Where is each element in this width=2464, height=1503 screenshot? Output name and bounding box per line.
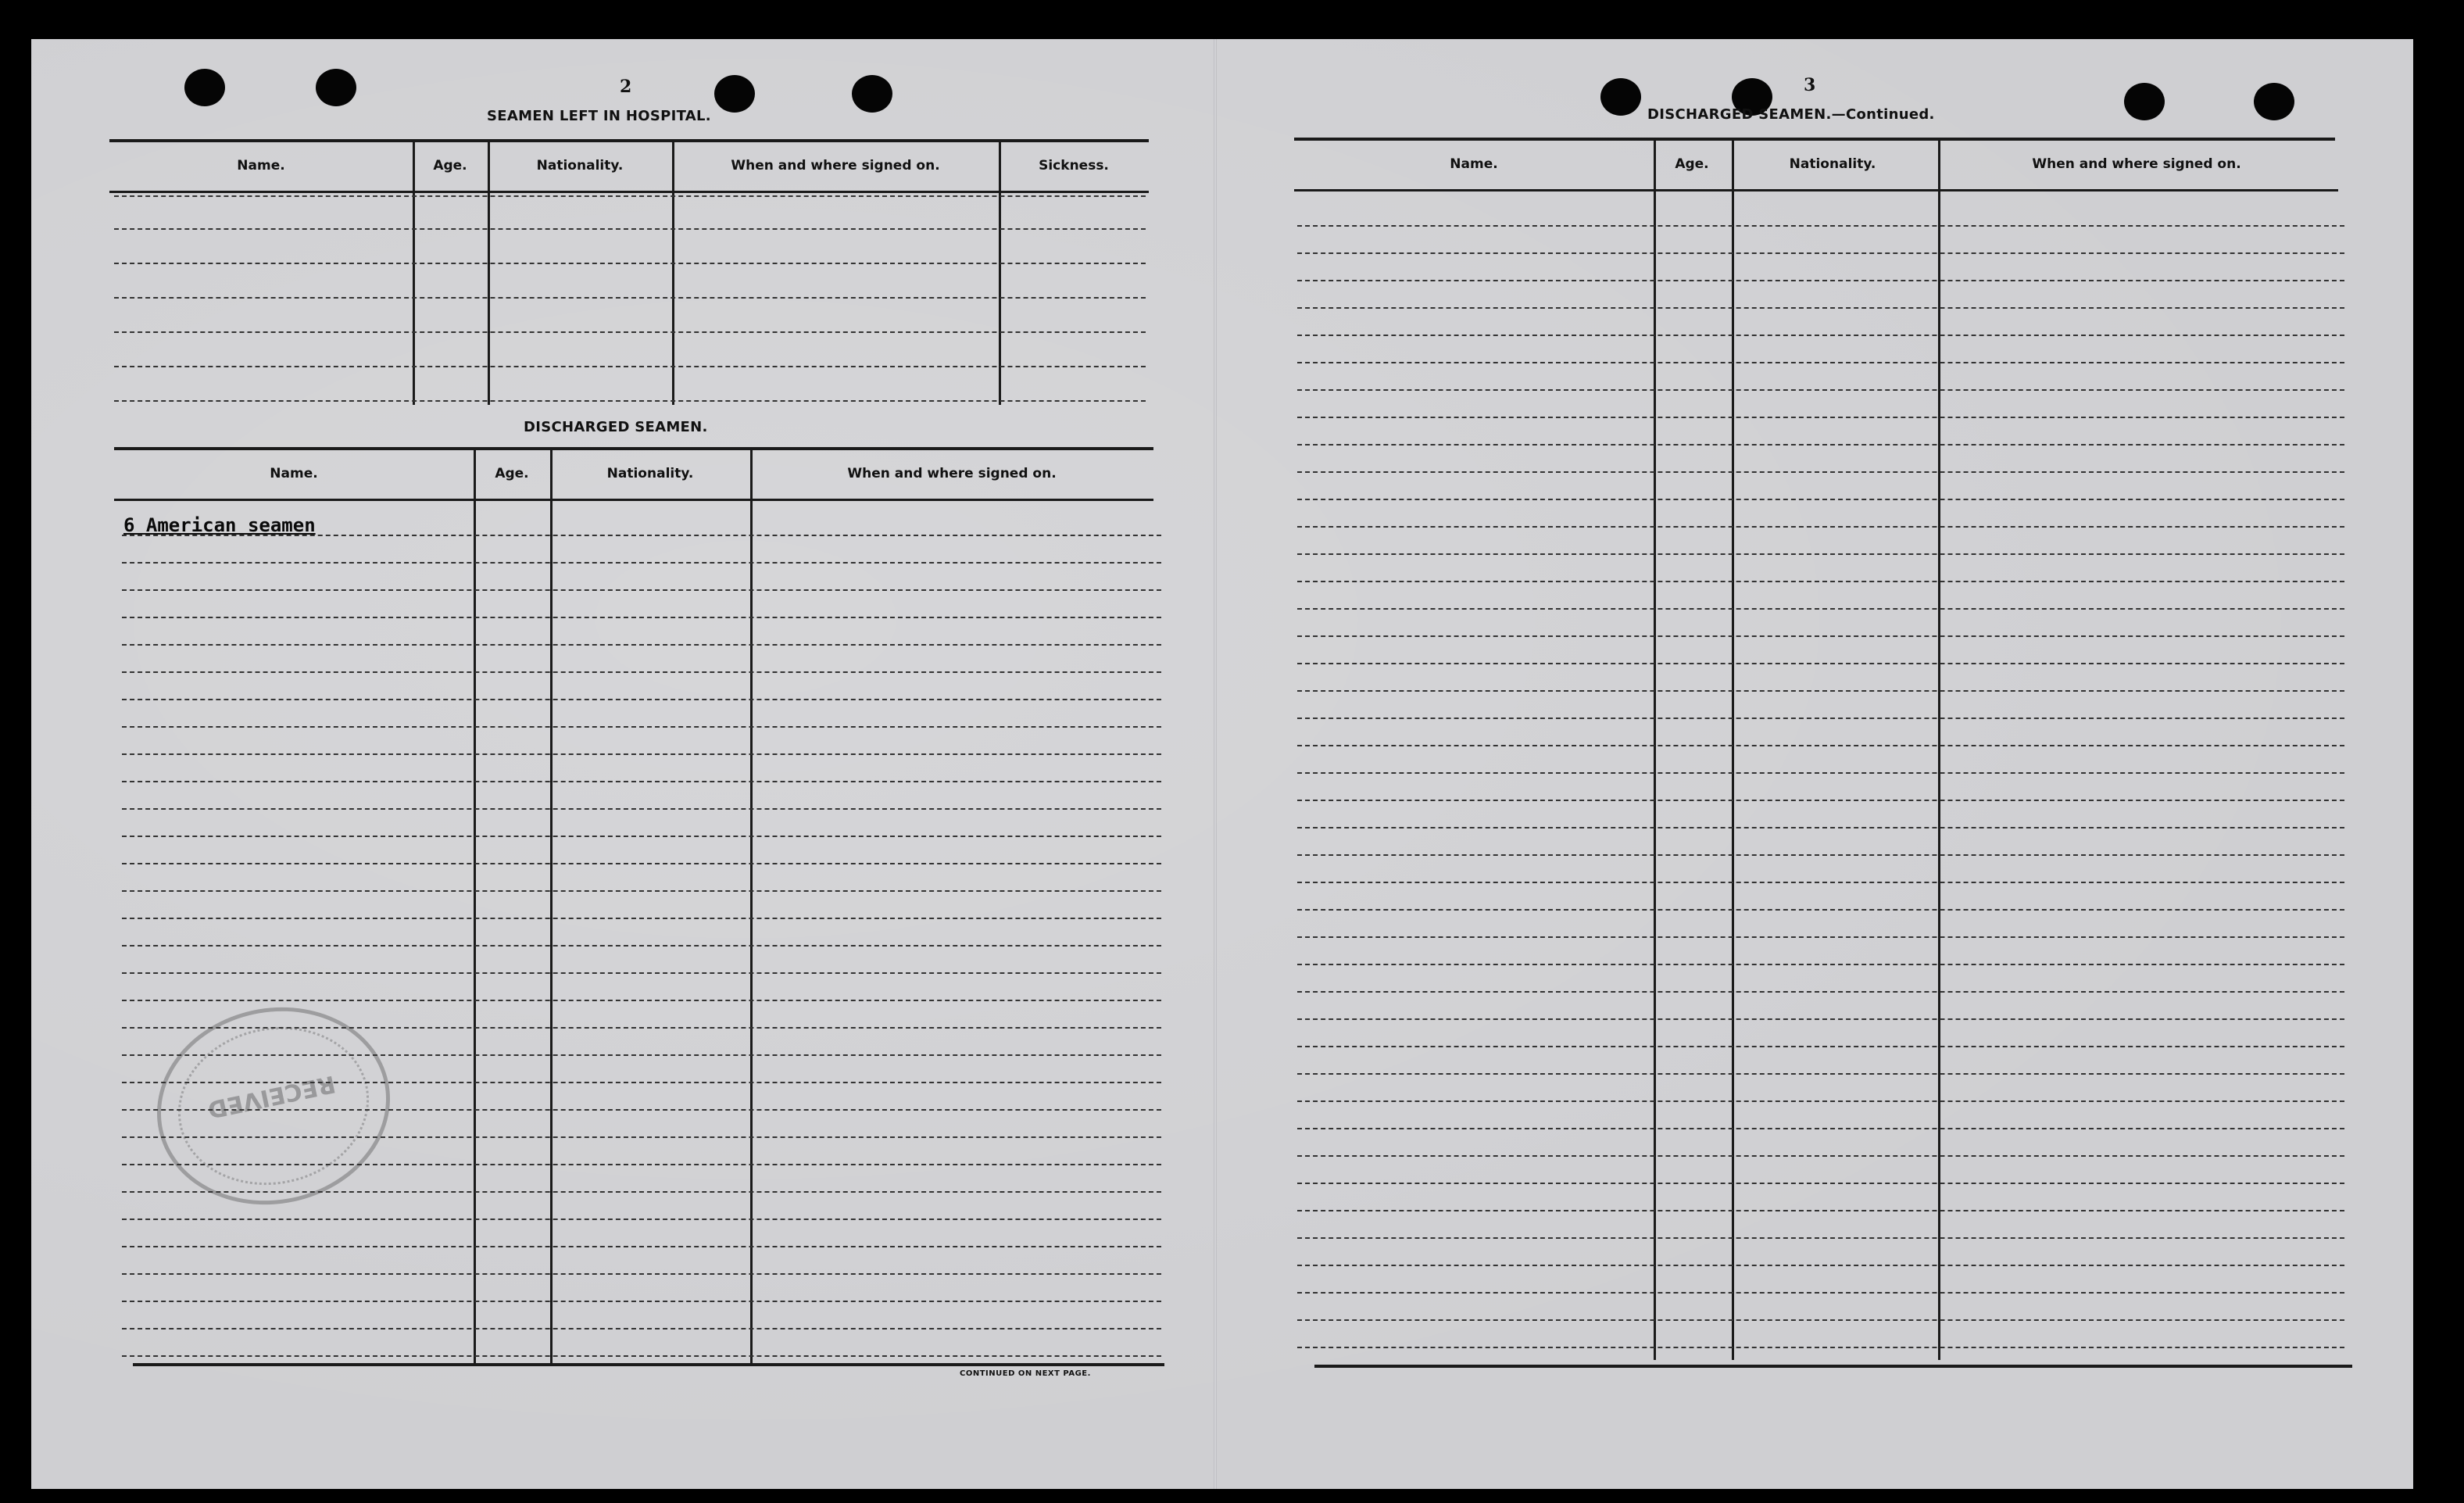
right-ruled-line [1297,800,2344,801]
right-ruled-line [1297,635,2344,637]
discharged-ruled-line [122,972,1161,974]
right-column-divider [1654,141,1656,1360]
discharged-ruled-line [122,671,1161,673]
left-bottom-rule [133,1363,1164,1366]
page-number-left: 2 [620,77,632,97]
right-ruled-line [1297,936,2344,938]
discharged-ruled-line [122,753,1161,755]
right-ruled-line [1297,690,2344,692]
right-ruled-line [1297,444,2344,446]
discharged-column-header: Name. [270,466,318,481]
hospital-ruled-line [114,228,1146,230]
discharged-column-header: Nationality. [606,466,694,481]
hospital-top-rule [109,139,1149,142]
right-header-rule [1294,189,2338,191]
discharged-ruled-line [122,1355,1161,1357]
right-ruled-line [1297,417,2344,418]
right-ruled-line [1297,389,2344,391]
discharged-column-divider [750,450,753,1363]
right-ruled-line [1297,1347,2344,1348]
right-ruled-line [1297,909,2344,911]
discharged-ruled-line [122,644,1161,646]
right-ruled-line [1297,1046,2344,1047]
discharged-column-divider [474,450,476,1363]
discharged-ruled-line [122,1328,1161,1329]
stamp-text: RECEIVED [205,1069,338,1124]
discharged-ruled-line [122,1082,1161,1083]
right-ruled-line [1297,526,2344,528]
right-ruled-line [1297,225,2344,227]
right-ruled-line [1297,581,2344,582]
hospital-ruled-line [114,297,1146,299]
right-ruled-line [1297,335,2344,336]
punch-hole [2124,83,2165,120]
right-ruled-line [1297,882,2344,883]
discharged-ruled-line [122,863,1161,864]
right-column-header: Nationality. [1789,156,1876,172]
discharged-first-entry: 6 American seamen [123,514,316,536]
hospital-column-header: When and where signed on. [731,158,940,174]
right-bottom-rule [1314,1365,2352,1368]
punch-hole [852,75,892,113]
right-ruled-line [1297,991,2344,993]
discharged-ruled-line [122,918,1161,919]
punch-hole [714,75,755,113]
right-ruled-line [1297,745,2344,746]
hospital-column-header: Sickness. [1039,158,1109,174]
discharged-ruled-line [122,1054,1161,1056]
discharged-ruled-line [122,535,1161,536]
right-ruled-line [1297,1100,2344,1102]
right-ruled-line [1297,964,2344,965]
right-ruled-line [1297,827,2344,828]
hospital-column-header: Age. [433,158,467,174]
hospital-column-header: Nationality. [536,158,624,174]
page-fold [1214,39,1217,1489]
discharged-ruled-line [122,1109,1161,1111]
right-section-title: DISCHARGED SEAMEN.—Continued. [1647,106,1935,123]
document-sheet [31,39,2413,1489]
hospital-column-header: Name. [237,158,285,174]
continued-note: CONTINUED ON NEXT PAGE. [960,1369,1091,1378]
hospital-ruled-line [114,331,1146,333]
discharged-ruled-line [122,945,1161,947]
discharged-ruled-line [122,836,1161,837]
right-top-rule [1294,138,2335,141]
discharged-ruled-line [122,1136,1161,1138]
right-ruled-line [1297,1128,2344,1129]
right-column-header: Age. [1675,156,1709,172]
discharged-section-title: DISCHARGED SEAMEN. [524,419,708,435]
discharged-ruled-line [122,1246,1161,1247]
punch-hole [1600,78,1641,116]
hospital-ruled-line [114,263,1146,264]
right-ruled-line [1297,1237,2344,1239]
discharged-ruled-line [122,808,1161,810]
discharged-top-rule [114,447,1153,450]
right-ruled-line [1297,1018,2344,1020]
right-ruled-line [1297,608,2344,610]
hospital-ruled-line [114,400,1146,402]
discharged-header-rule [114,499,1153,501]
right-ruled-line [1297,1265,2344,1266]
discharged-ruled-line [122,1273,1161,1275]
discharged-ruled-line [122,589,1161,591]
hospital-ruled-line [114,366,1146,367]
discharged-ruled-line [122,726,1161,728]
right-ruled-line [1297,1183,2344,1184]
right-ruled-line [1297,499,2344,500]
punch-hole [2254,83,2294,120]
right-ruled-line [1297,663,2344,664]
hospital-header-rule [109,191,1149,193]
right-column-divider [1938,141,1940,1360]
discharged-ruled-line [122,1027,1161,1029]
punch-hole [184,69,225,106]
discharged-ruled-line [122,617,1161,618]
discharged-ruled-line [122,1000,1161,1001]
discharged-column-header: Age. [495,466,529,481]
hospital-section-title: SEAMEN LEFT IN HOSPITAL. [487,108,711,124]
right-ruled-line [1297,718,2344,719]
discharged-ruled-line [122,781,1161,782]
right-ruled-line [1297,280,2344,281]
right-ruled-line [1297,362,2344,363]
right-ruled-line [1297,1319,2344,1321]
discharged-ruled-line [122,1164,1161,1165]
right-ruled-line [1297,854,2344,856]
discharged-column-header: When and where signed on. [847,466,1057,481]
right-ruled-line [1297,553,2344,555]
discharged-ruled-line [122,1191,1161,1193]
right-ruled-line [1297,772,2344,774]
right-column-divider [1732,141,1734,1360]
right-ruled-line [1297,252,2344,254]
discharged-ruled-line [122,699,1161,700]
right-column-header: Name. [1450,156,1498,172]
right-ruled-line [1297,1073,2344,1075]
punch-hole [316,69,356,106]
discharged-ruled-line [122,562,1161,564]
right-ruled-line [1297,471,2344,473]
right-ruled-line [1297,307,2344,309]
right-ruled-line [1297,1292,2344,1294]
right-ruled-line [1297,1155,2344,1157]
right-column-header: When and where signed on. [2032,156,2241,172]
discharged-column-divider [550,450,553,1363]
discharged-ruled-line [122,890,1161,892]
hospital-ruled-line [114,195,1146,197]
discharged-ruled-line [122,1219,1161,1220]
page-number-right: 3 [1804,75,1816,95]
right-ruled-line [1297,1210,2344,1211]
discharged-ruled-line [122,1301,1161,1302]
